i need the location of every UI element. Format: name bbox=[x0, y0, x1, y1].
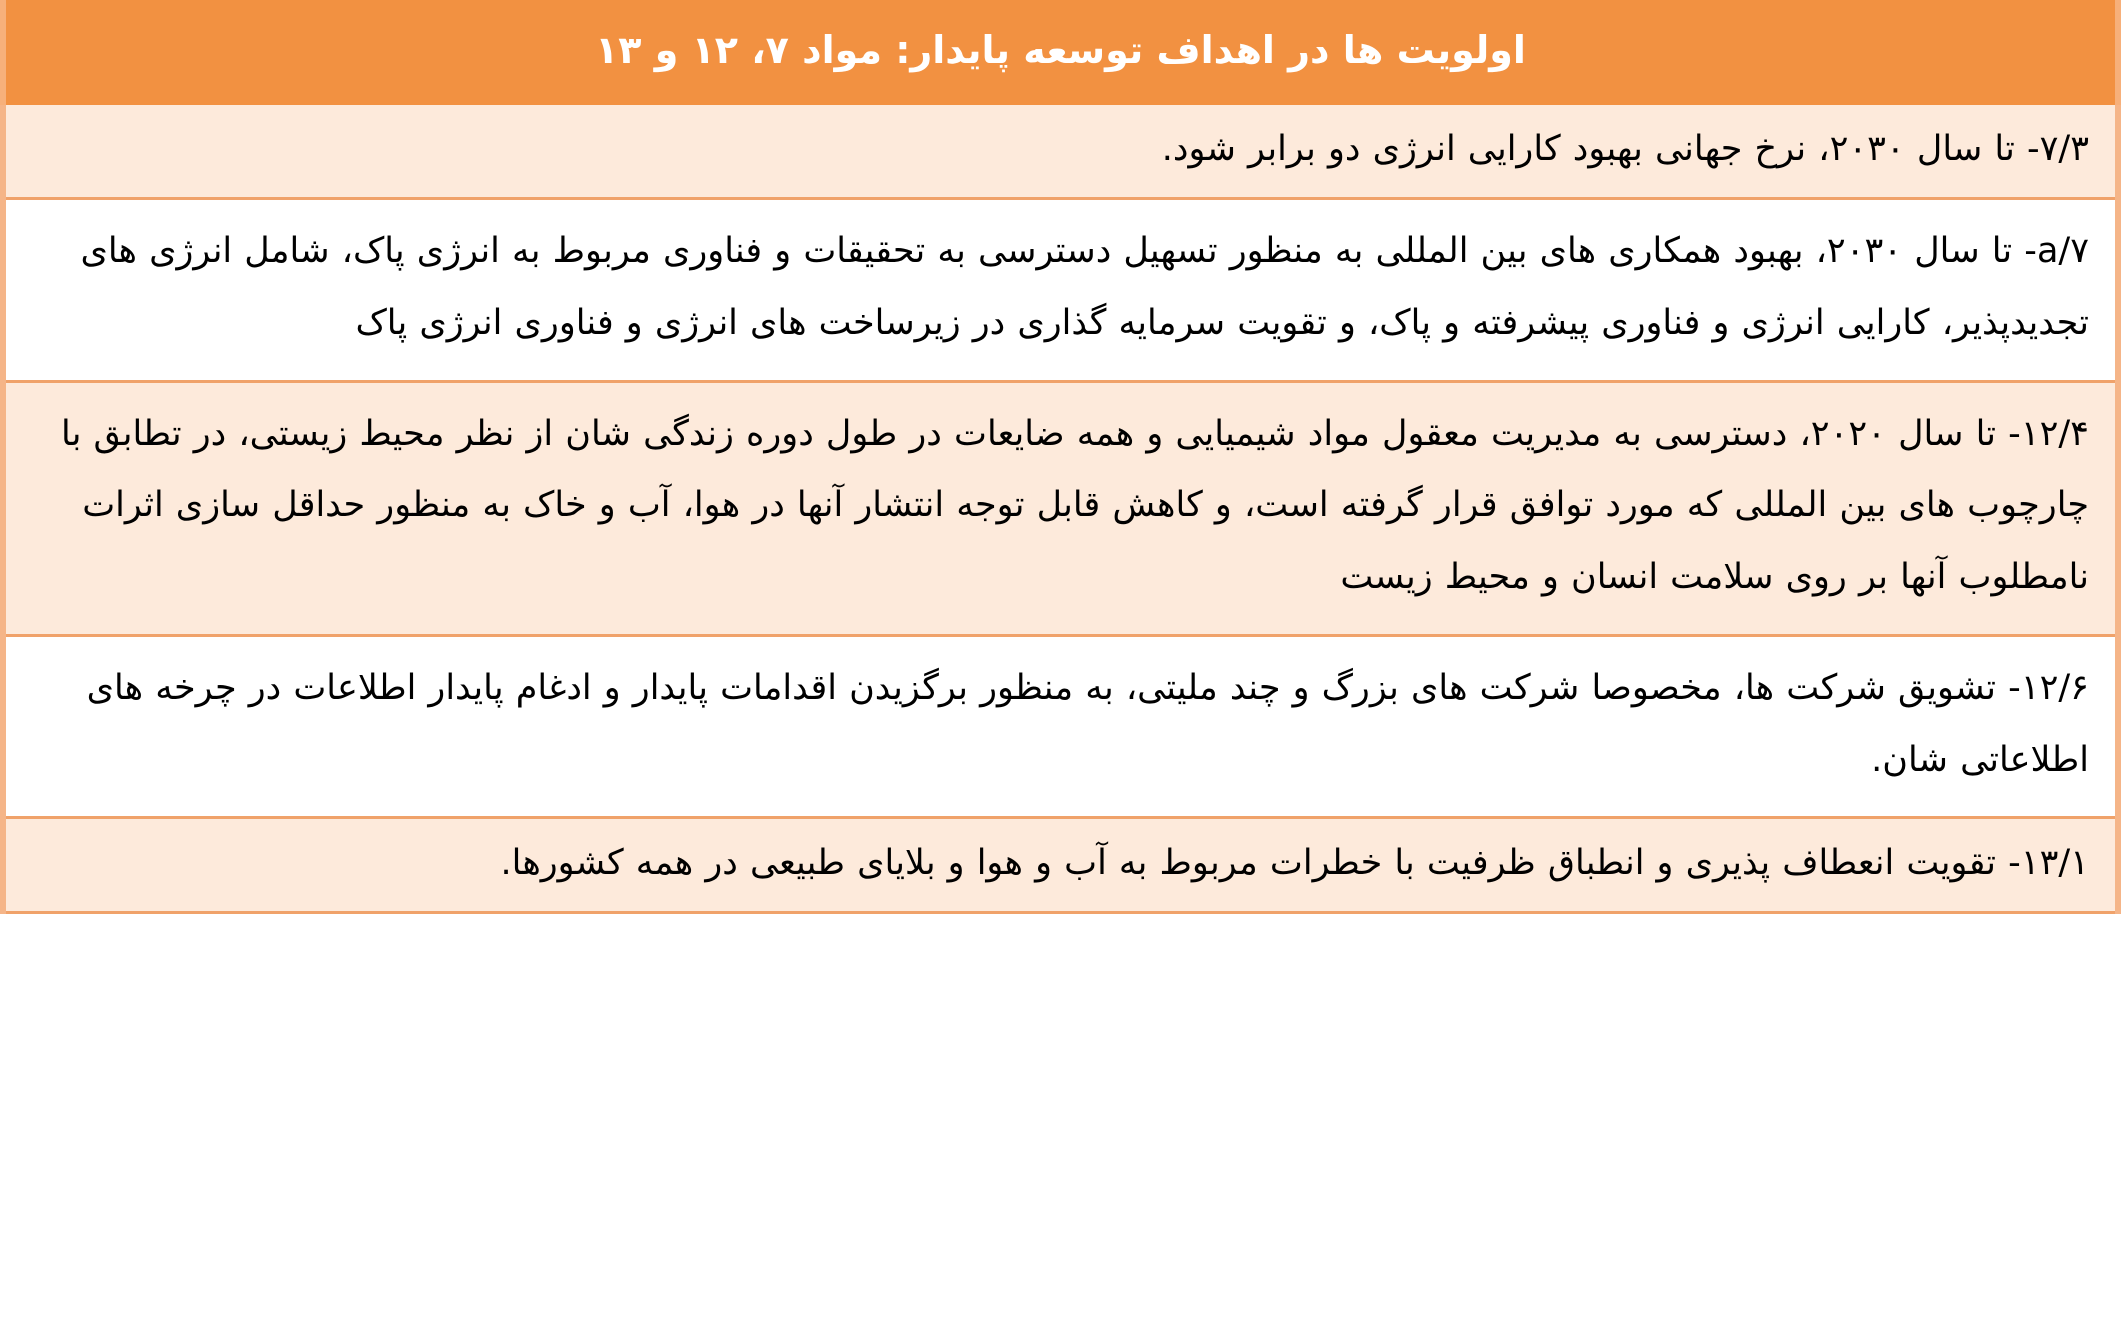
target-text-7-a: ۷/a- تا سال ۲۰۳۰، بهبود همکاری های بین المللی به منظور تسهیل دسترسی به تحقیقات و فناوری مربوط به انرژی پاک، شامل انرژی های تجدیدپذیر، کارایی انرژی و فناوری پیشرفته و پاک، و تقویت سرمایه گذاری در زیرساخت های انرژی و فناوری انرژی پاک bbox=[3, 199, 2118, 382]
target-text-13-1: ۱۳/۱- تقویت انعطاف پذیری و انطباق ظرفیت با خطرات مربوط به آب و هوا و بلایای طبیعی در همه کشورها. bbox=[3, 818, 2118, 913]
target-text-7-3: ۷/۳- تا سال ۲۰۳۰، نرخ جهانی بهبود کارایی انرژی دو برابر شود. bbox=[3, 103, 2118, 199]
table-row bbox=[3, 103, 2118, 199]
table-row bbox=[3, 381, 2118, 635]
table-body bbox=[3, 103, 2118, 913]
table-row bbox=[3, 635, 2118, 818]
table-row bbox=[3, 199, 2118, 382]
table-row bbox=[3, 818, 2118, 913]
target-text-12-6: ۱۲/۶- تشویق شرکت ها، مخصوصا شرکت های بزرگ و چند ملیتی، به منظور برگزیدن اقدامات پایدار و ادغام پایدار اطلاعات در چرخه های اطلاعاتی شان. bbox=[3, 635, 2118, 818]
table-title: اولویت ها در اهداف توسعه پایدار: مواد ۷، ۱۲ و ۱۳ bbox=[3, 2, 2118, 103]
table-header-row bbox=[3, 2, 2118, 103]
target-text-12-4: ۱۲/۴- تا سال ۲۰۲۰، دسترسی به مدیریت معقول مواد شیمیایی و همه ضایعات در طول دوره زندگی شان از نظر محیط زیستی، در تطابق با چارچوب های بین المللی که مورد توافق قرار گرفته است، و کاهش قابل توجه انتشار آنها در هوا، آب و خاک به منظور حداقل سازی اثرات نامطلوب آنها بر روی سلامت انسان و محیط زیست bbox=[3, 381, 2118, 635]
